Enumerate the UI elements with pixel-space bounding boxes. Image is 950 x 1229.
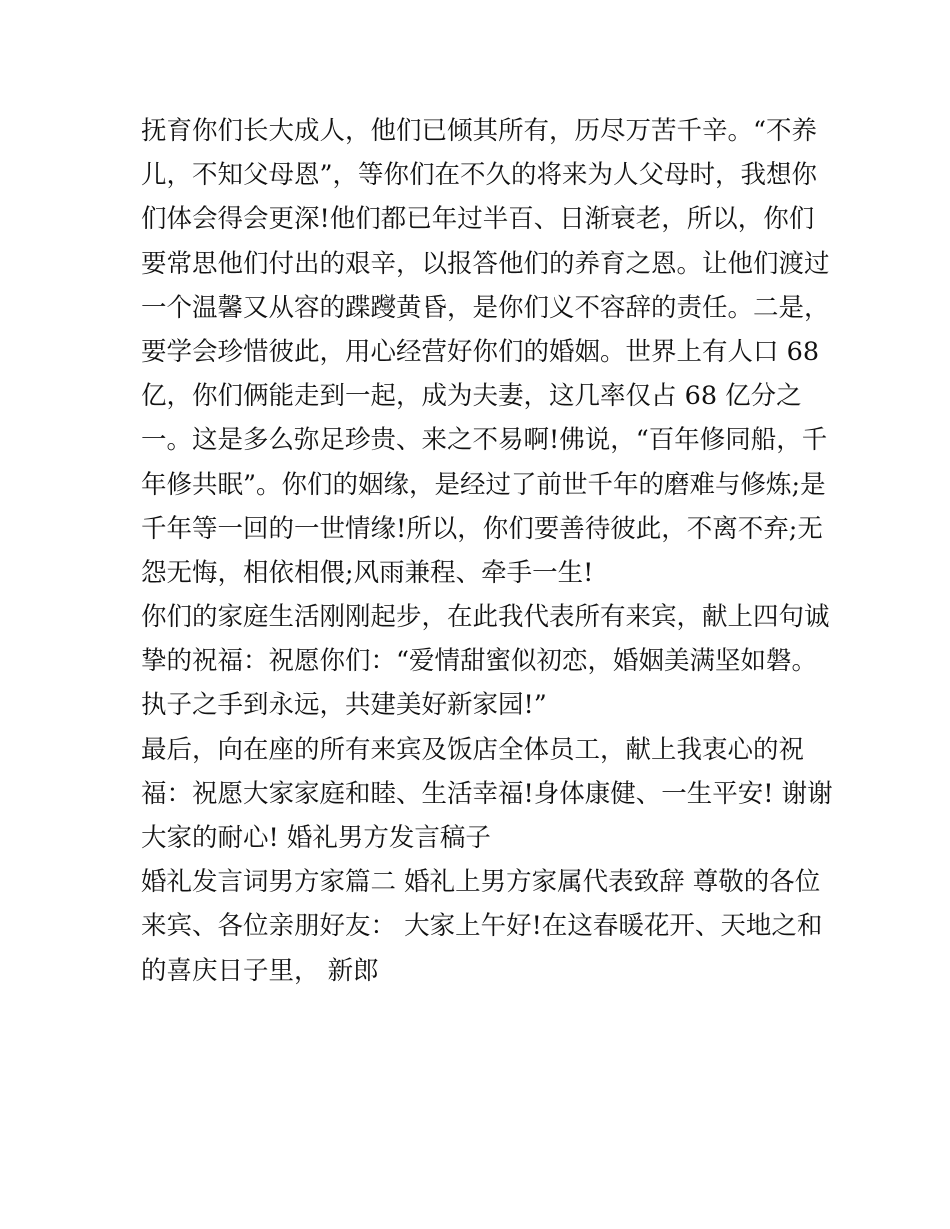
- text-line-3: 们体会得会更深!他们都已年过半百、日渐衰老，所以，你们: [141, 204, 815, 235]
- text-line-10: 千年等一回的一世情缘!所以，你们要善待彼此，不离不弃;无: [141, 513, 823, 544]
- text-line-7: 亿，你们俩能走到一起，成为夫妻，这几率仅占 68 亿分之: [141, 381, 802, 412]
- text-line-11: 怨无悔，相依相偎;风雨兼程、牵手一生!: [141, 557, 594, 588]
- text-line-12: 你们的家庭生活刚刚起步，在此我代表所有来宾，献上四句诚: [141, 602, 830, 633]
- text-line-19: 来宾、各位亲朋好友： 大家上午好!在这春暖花开、天地之和: [141, 911, 823, 942]
- text-line-20: 的喜庆日子里， 新郎: [141, 955, 379, 986]
- text-line-4: 要常思他们付出的艰辛，以报答他们的养育之恩。让他们渡过: [141, 248, 830, 279]
- text-line-8: 一。这是多么弥足珍贵、来之不易啊!佛说，“百年修同船，千: [141, 425, 828, 456]
- text-line-17: 大家的耐心! 婚礼男方发言稿子: [141, 823, 491, 853]
- text-line-16: 福：祝愿大家家庭和睦、生活幸福!身体康健、一生平安! 谢谢: [141, 778, 833, 809]
- text-line-5: 一个温馨又从容的蹀躞黄昏，是你们义不容辞的责任。二是，: [141, 292, 830, 323]
- text-line-1: 抚育你们长大成人，他们已倾其所有，历尽万苦千辛。“不养: [141, 116, 818, 146]
- text-line-2: 儿，不知父母恩”，等你们在不久的将来为人父母时，我想你: [141, 160, 818, 191]
- text-line-9: 年修共眠”。你们的姻缘，是经过了前世千年的磨难与修炼;是: [141, 469, 826, 500]
- text-line-13: 挚的祝福：祝愿你们：“爱情甜蜜似初恋，婚姻美满坚如磐。: [141, 646, 818, 677]
- text-line-15: 最后，向在座的所有来宾及饭店全体员工，献上我衷心的祝: [141, 734, 805, 765]
- body-text: [141, 109, 833, 993]
- text-line-18: 婚礼发言词男方家篇二 婚礼上男方家属代表致辞 尊敬的各位: [141, 867, 821, 898]
- text-line-14: 执子之手到永远，共建美好新家园!”: [141, 690, 547, 721]
- text-line-6: 要学会珍惜彼此，用心经营好你们的婚姻。世界上有人口 68: [141, 336, 820, 367]
